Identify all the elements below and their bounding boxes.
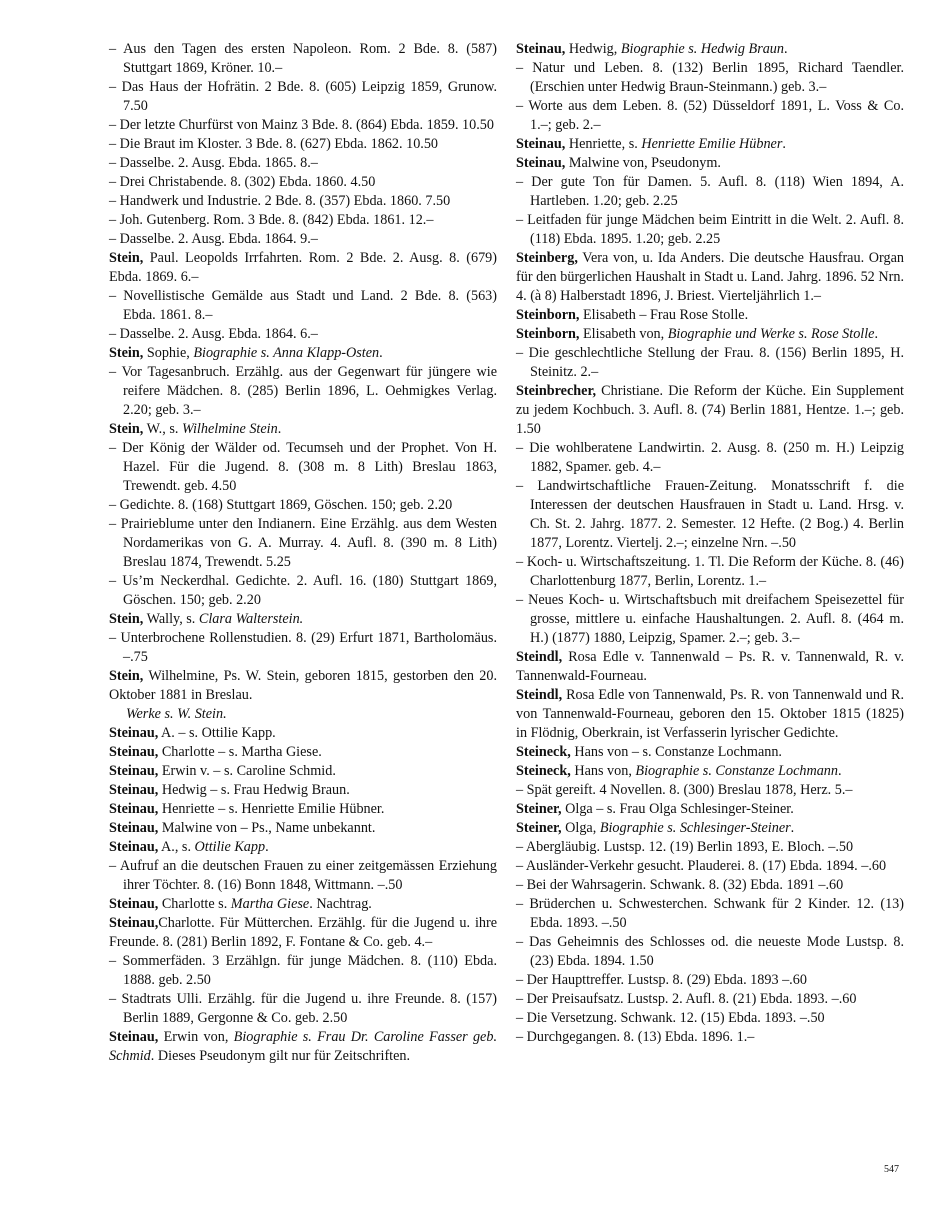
work-entry (516, 173, 904, 211)
author-name: Steinbrecher, (516, 383, 596, 399)
work-entry (516, 591, 904, 648)
entry-text: – Aus den Tagen des ersten Napoleon. Rom. 2 Bde. 8. (587) Stuttgart 1869, Kröner. 10.– (109, 41, 497, 76)
entry-text: – Worte aus dem Leben. 8. (52) Düsseldorf 1891, L. Voss & Co. 1.–; geb. 2.– (516, 98, 904, 133)
entry-text: – Spät gereift. 4 Novellen. 8. (300) Breslau 1878, Herz. 5.– (516, 782, 853, 798)
author-entry (516, 249, 904, 306)
entry-text: Rosa Edle von Tannenwald, Ps. R. von Tannenwald und R. von Tannenwald-Fourneau, geboren den 15. Oktober 1815 (1825) in Flödnig, Oberkrain, ist Verfasserin lyrischer Gedichte. (516, 687, 904, 741)
entry-text: . Nachtrag. (309, 896, 372, 912)
entry-text: Henriette, s. (565, 136, 642, 152)
author-entry (516, 40, 904, 59)
entry-text: A., s. (158, 839, 195, 855)
author-name: Stein, (109, 421, 144, 437)
entry-text: – Der gute Ton für Damen. 5. Aufl. 8. (118) Wien 1894, A. Hartleben. 1.20; geb. 2.25 (516, 174, 904, 209)
author-entry (109, 420, 497, 439)
italic-reference: Wilhelmine Stein (181, 421, 278, 437)
entry-text: – Bei der Wahrsagerin. Schwank. 8. (32) Ebda. 1891 –.60 (516, 877, 844, 893)
entry-text: Hans von, (570, 763, 636, 779)
entry-text: – Das Haus der Hofrätin. 2 Bde. 8. (605) Leipzig 1859, Grunow. 7.50 (109, 79, 497, 114)
entry-text: Wilhelmine, Ps. W. Stein, geboren 1815, gestorben den 20. Oktober 1881 in Breslau. (109, 668, 497, 703)
work-entry (516, 895, 904, 933)
entry-text: Rosa Edle v. Tannenwald – Ps. R. v. Tannenwald, R. v. Tannenwald-Fourneau. (516, 649, 904, 684)
entry-text: – Joh. Gutenberg. Rom. 3 Bde. 8. (842) Ebda. 1861. 12.– (109, 212, 434, 228)
work-entry (109, 135, 497, 154)
entry-text: Malwine von – Ps., Name unbekannt. (158, 820, 376, 836)
entry-text: – Prairieblume unter den Indianern. Eine Erzählg. aus dem Westen Nordamerikas von G. A. Murray. 4. Aufl. 8. (390 m. 8 Lith) Breslau 1874, Trewendt. 5.25 (109, 516, 497, 570)
work-entry (109, 154, 497, 173)
entry-text: – Landwirtschaftliche Frauen-Zeitung. Monatsschrift f. die Interessen der deutschen Hausfrauen in Stadt u. Land. Hrsg. v. Ch. St. 2. Jahrg. 1877. 2. Semester. 12 Hefte. (2 Bog.) 4. Berlin 1877, Lorentz. Viertelj. 2.–; einzelne Nrn. –.50 (516, 478, 904, 551)
entry-text: Erwin von, (158, 1029, 234, 1045)
author-entry (109, 762, 497, 781)
author-entry (516, 819, 904, 838)
author-entry (109, 743, 497, 762)
entry-text: Elisabeth von, (579, 326, 668, 342)
italic-reference: Biographie s. Frau Dr. Caroline Fasser geb. Schmid (109, 1029, 497, 1064)
work-entry (516, 838, 904, 857)
entry-text: W., s. (143, 421, 182, 437)
entry-text: – Koch- u. Wirtschaftszeitung. 1. Tl. Die Reform der Küche. 8. (46) Charlottenburg 1877, Berlin, Lorentz. 1.– (516, 554, 904, 589)
entry-text: Charlotte. Für Mütterchen. Erzählg. für die Jugend u. ihre Freunde. 8. (281) Berlin 1892, F. Fontane & Co. geb. 4.– (109, 915, 497, 950)
author-entry (109, 610, 497, 629)
author-entry (109, 344, 497, 363)
work-entry (516, 933, 904, 971)
entry-text: – Us’m Neckerdhal. Gedichte. 2. Aufl. 16. (180) Stuttgart 1869, Göschen. 150; geb. 2.20 (109, 573, 497, 608)
entry-text: . (790, 820, 795, 836)
entry-text: Wally, s. (143, 611, 199, 627)
entry-text: . (265, 839, 269, 855)
author-entry (109, 667, 497, 705)
work-entry (109, 116, 497, 135)
entry-text: Charlotte – s. Martha Giese. (158, 744, 322, 760)
author-entry (516, 135, 904, 154)
work-entry (516, 211, 904, 249)
entry-text: . (782, 136, 786, 152)
work-entry (516, 344, 904, 382)
work-entry (516, 553, 904, 591)
author-entry (516, 382, 904, 439)
italic-reference: Biographie und Werke s. Rose Stolle (667, 326, 875, 342)
entry-text: . (874, 326, 879, 342)
entry-text: Elisabeth – Frau Rose Stolle. (579, 307, 749, 323)
italic-reference: Biographie s. Schlesinger-Steiner (599, 820, 791, 836)
entry-text: Sophie, (143, 345, 194, 361)
work-entry (109, 439, 497, 496)
entry-text: – Das Geheimnis des Schlosses od. die neueste Mode Lustsp. 8. (23) Ebda. 1894. 1.50 (516, 934, 904, 969)
author-name: Steinau, (109, 725, 159, 741)
author-name: Steindl, (516, 687, 563, 703)
work-entry (516, 477, 904, 553)
author-name: Steinborn, (516, 307, 580, 323)
author-name: Steinau, (109, 896, 159, 912)
work-entry (516, 971, 904, 990)
author-entry (516, 743, 904, 762)
entry-text: . (277, 421, 282, 437)
entry-text: – Die wohlberatene Landwirtin. 2. Ausg. 8. (250 m. H.) Leipzig 1882, Spamer. geb. 4.– (516, 440, 904, 475)
italic-reference: Henriette Emilie Hübner (641, 136, 783, 152)
entry-text: – Der Preisaufsatz. Lustsp. 2. Aufl. 8. (21) Ebda. 1893. –.60 (516, 991, 857, 1007)
entry-text: Paul. Leopolds Irrfahrten. Rom. 2 Bde. 2. Ausg. 8. (679) Ebda. 1869. 6.– (109, 250, 497, 285)
entry-text: . (784, 41, 788, 57)
entry-text: Vera von, u. Ida Anders. Die deutsche Hausfrau. Organ für den bürgerlichen Haushalt in Stadt u. Land. Jahrg. 1896. 52 Nrn. 4. (à 8) Halberstadt 1896, J. Briest. Vierteljährlich 1.– (516, 250, 904, 304)
author-name: Steinberg, (516, 250, 578, 266)
entry-text: – Abergläubig. Lustsp. 12. (19) Berlin 1893, E. Bloch. –.50 (516, 839, 854, 855)
author-entry (109, 895, 497, 914)
entry-text: – Die geschlechtliche Stellung der Frau. 8. (156) Berlin 1895, H. Steinitz. 2.– (516, 345, 904, 380)
entry-text: – Dasselbe. 2. Ausg. Ebda. 1864. 6.– (109, 326, 318, 342)
author-entry (109, 838, 497, 857)
italic-reference: Martha Giese (230, 896, 310, 912)
work-entry (109, 325, 497, 344)
work-entry (109, 287, 497, 325)
entry-text: Christiane. Die Reform der Küche. Ein Supplement zu jedem Kochbuch. 3. Aufl. 8. (74) Berlin 1881, Hentze. 1.–; geb. 1.50 (516, 383, 904, 437)
entry-text: Werke s. W. Stein. (126, 706, 227, 722)
entry-text: Hedwig, (565, 41, 621, 57)
author-name: Steinau, (109, 1029, 159, 1045)
work-entry (516, 1028, 904, 1047)
entry-text: Charlotte s. (158, 896, 231, 912)
entry-text: Malwine von, Pseudonym. (565, 155, 721, 171)
work-entry (109, 629, 497, 667)
work-entry (109, 173, 497, 192)
author-name: Steindl, (516, 649, 563, 665)
author-entry (109, 1028, 497, 1066)
work-entry (516, 876, 904, 895)
entry-text: – Neues Koch- u. Wirtschaftsbuch mit dreifachem Speisezettel für grosse, mittlere u. einfache Haushaltungen. 2. Aufl. 8. (464 m. H.) (1877) 1880, Leipzig, Spamer. 2.–; geb. 3.– (516, 592, 904, 646)
author-entry (516, 154, 904, 173)
entry-text: A. – s. Ottilie Kapp. (158, 725, 276, 741)
work-entry (109, 857, 497, 895)
work-entry (516, 781, 904, 800)
author-name: Steineck, (516, 744, 571, 760)
author-entry (109, 249, 497, 287)
work-entry (109, 496, 497, 515)
author-entry (109, 724, 497, 743)
entry-text: – Die Braut im Kloster. 3 Bde. 8. (627) Ebda. 1862. 10.50 (109, 136, 439, 152)
author-name: Stein, (109, 611, 144, 627)
author-name: Steinau, (109, 820, 159, 836)
entry-text: – Aufruf an die deutschen Frauen zu einer zeitgemässen Erziehung ihrer Töchter. 8. (16) Bonn 1848, Wittmann. –.50 (109, 858, 497, 893)
entry-text: Erwin v. – s. Caroline Schmid. (158, 763, 336, 779)
entry-text: – Natur und Leben. 8. (132) Berlin 1895, Richard Taendler. (Erschien unter Hedwig Braun-Steinmann.) geb. 3.– (516, 60, 904, 95)
entry-text: – Dasselbe. 2. Ausg. Ebda. 1864. 9.– (109, 231, 318, 247)
author-entry (516, 686, 904, 743)
entry-text: – Dasselbe. 2. Ausg. Ebda. 1865. 8.– (109, 155, 318, 171)
entry-text: – Der Haupttreffer. Lustsp. 8. (29) Ebda. 1893 –.60 (516, 972, 807, 988)
left-column (109, 40, 497, 1066)
work-entry (109, 572, 497, 610)
italic-reference: Biographie s. Hedwig Braun (620, 41, 784, 57)
author-name: Steinau, (516, 155, 566, 171)
entry-text: – Novellistische Gemälde aus Stadt und Land. 2 Bde. 8. (563) Ebda. 1861. 8.– (109, 288, 497, 323)
author-entry (109, 800, 497, 819)
entry-text: . (838, 763, 842, 779)
author-name: Steinau, (109, 801, 159, 817)
author-entry (109, 781, 497, 800)
author-entry (516, 325, 904, 344)
author-name: Steinau, (109, 915, 159, 931)
author-name: Steinborn, (516, 326, 580, 342)
work-entry (516, 439, 904, 477)
entry-text: . Dieses Pseudonym gilt nur für Zeitschriften. (150, 1048, 411, 1064)
author-name: Steinau, (109, 763, 159, 779)
work-entry (109, 952, 497, 990)
work-entry (109, 230, 497, 249)
italic-reference: Clara Walterstein. (198, 611, 304, 627)
work-entry (516, 857, 904, 876)
italic-reference: Biographie s. Anna Klapp-Osten (193, 345, 380, 361)
work-entry (516, 59, 904, 97)
entry-text: – Der letzte Churfürst von Mainz 3 Bde. 8. (864) Ebda. 1859. 10.50 (109, 117, 494, 133)
entry-text: Henriette – s. Henriette Emilie Hübner. (158, 801, 385, 817)
work-entry (516, 97, 904, 135)
work-entry (109, 192, 497, 211)
entry-text: – Stadtrats Ulli. Erzählg. für die Jugend u. ihre Freunde. 8. (157) Berlin 1889, Gergonne & Co. geb. 2.50 (109, 991, 497, 1026)
author-name: Steinau, (516, 136, 566, 152)
work-entry (109, 78, 497, 116)
author-name: Stein, (109, 250, 144, 266)
author-name: Steiner, (516, 801, 562, 817)
author-entry (109, 914, 497, 952)
author-name: Steinau, (109, 839, 159, 855)
work-entry (109, 211, 497, 230)
work-entry (109, 40, 497, 78)
author-name: Steinau, (109, 744, 159, 760)
entry-text: Olga, (561, 820, 600, 836)
entry-text: Hans von – s. Constanze Lochmann. (570, 744, 782, 760)
entry-text: – Die Versetzung. Schwank. 12. (15) Ebda. 1893. –.50 (516, 1010, 825, 1026)
author-name: Steinau, (109, 782, 159, 798)
author-name: Stein, (109, 345, 144, 361)
entry-text: – Ausländer-Verkehr gesucht. Plauderei. 8. (17) Ebda. 1894. –.60 (516, 858, 887, 874)
entry-text: – Sommerfäden. 3 Erzählgn. für junge Mädchen. 8. (110) Ebda. 1888. geb. 2.50 (109, 953, 497, 988)
work-entry (516, 990, 904, 1009)
entry-text: Hedwig – s. Frau Hedwig Braun. (158, 782, 350, 798)
italic-reference: Ottilie Kapp (194, 839, 266, 855)
author-entry (516, 306, 904, 325)
entry-text: – Unterbrochene Rollenstudien. 8. (29) Erfurt 1871, Bartholomäus. –.75 (109, 630, 497, 665)
entry-text: – Drei Christabende. 8. (302) Ebda. 1860. 4.50 (109, 174, 376, 190)
entry-text: – Handwerk und Industrie. 2 Bde. 8. (357) Ebda. 1860. 7.50 (109, 193, 451, 209)
entry-text: – Brüderchen u. Schwesterchen. Schwank für 2 Kinder. 12. (13) Ebda. 1893. –.50 (516, 896, 904, 931)
entry-text: . (379, 345, 383, 361)
entry-text: – Vor Tagesanbruch. Erzählg. aus der Gegenwart für jüngere wie reifere Mädchen. 8. (285) Berlin 1896, L. Oehmigkes Verlag. 2.20; geb. 3.– (109, 364, 497, 418)
entry-text: – Durchgegangen. 8. (13) Ebda. 1896. 1.– (516, 1029, 755, 1045)
work-entry (109, 990, 497, 1028)
author-entry (516, 648, 904, 686)
author-name: Steinau, (516, 41, 566, 57)
right-column (516, 40, 904, 1047)
italic-reference: Biographie s. Constanze Lochmann (635, 763, 838, 779)
entry-text: – Der König der Wälder od. Tecumseh und der Prophet. Von H. Hazel. Für die Jugend. 8. (308 m. 8 Lith) Breslau 1863, Trewendt. geb. 4.50 (109, 440, 497, 494)
work-entry (109, 363, 497, 420)
author-name: Steiner, (516, 820, 562, 836)
author-entry (109, 819, 497, 838)
author-entry (516, 800, 904, 819)
author-name: Steineck, (516, 763, 571, 779)
work-entry (516, 1009, 904, 1028)
author-name: Stein, (109, 668, 144, 684)
entry-text: – Gedichte. 8. (168) Stuttgart 1869, Göschen. 150; geb. 2.20 (109, 497, 453, 513)
entry-text: Olga – s. Frau Olga Schlesinger-Steiner. (561, 801, 794, 817)
cross-reference (109, 705, 497, 724)
page-number: 547 (884, 1164, 899, 1175)
work-entry (109, 515, 497, 572)
author-entry (516, 762, 904, 781)
entry-text: – Leitfaden für junge Mädchen beim Eintritt in die Welt. 2. Aufl. 8. (118) Ebda. 1895. 1.20; geb. 2.25 (516, 212, 904, 247)
